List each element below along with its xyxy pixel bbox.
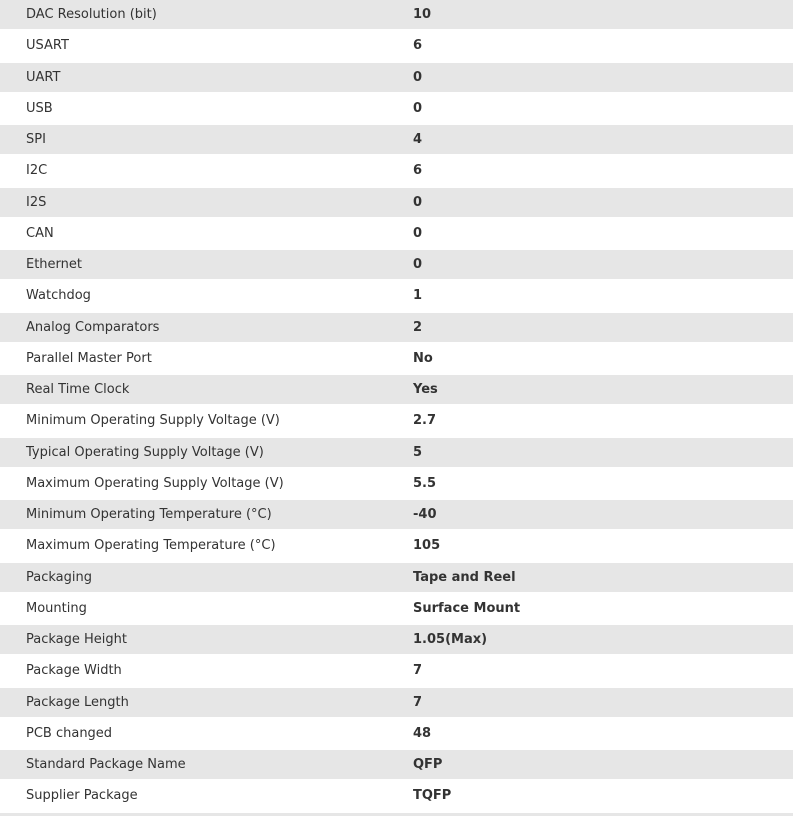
spec-label: SPI xyxy=(26,132,46,148)
spec-value: No xyxy=(413,350,433,366)
table-row xyxy=(0,406,793,437)
spec-value: 0 xyxy=(413,194,423,210)
table-row xyxy=(0,719,793,750)
table-row xyxy=(0,156,793,187)
spec-label: Typical Operating Supply Voltage (V) xyxy=(26,444,264,460)
table-row xyxy=(0,781,793,812)
spec-value: 1.05(Max) xyxy=(413,632,488,648)
spec-value: 4 xyxy=(413,132,423,148)
spec-value: 5 xyxy=(413,444,423,460)
spec-value: Yes xyxy=(413,382,438,398)
spec-label: Ethernet xyxy=(26,257,82,273)
table-row xyxy=(0,313,793,344)
spec-value: 0 xyxy=(413,69,423,85)
spec-label: Package Length xyxy=(26,694,129,710)
spec-label: Package Height xyxy=(26,632,127,648)
table-row xyxy=(0,469,793,500)
spec-value: 5.5 xyxy=(413,475,437,491)
spec-label: USB xyxy=(26,100,53,116)
spec-value: 0 xyxy=(413,257,423,273)
spec-value: TQFP xyxy=(413,788,452,804)
table-row xyxy=(0,594,793,625)
spec-value: 2 xyxy=(413,319,423,335)
table-row xyxy=(0,219,793,250)
spec-label: Minimum Operating Temperature (°C) xyxy=(26,507,272,523)
table-row xyxy=(0,0,793,31)
spec-label: Watchdog xyxy=(26,288,91,304)
table-row xyxy=(0,188,793,219)
spec-label: Standard Package Name xyxy=(26,757,186,773)
table-bottom-edge xyxy=(0,813,793,816)
spec-value: 1 xyxy=(413,288,423,304)
spec-label: Maximum Operating Supply Voltage (V) xyxy=(26,475,284,491)
spec-value: 105 xyxy=(413,538,441,554)
table-row xyxy=(0,375,793,406)
spec-value: 6 xyxy=(413,163,423,179)
spec-label: Real Time Clock xyxy=(26,382,130,398)
spec-label: Parallel Master Port xyxy=(26,350,152,366)
spec-label: Mounting xyxy=(26,600,87,616)
spec-label: Supplier Package xyxy=(26,788,138,804)
spec-label: I2C xyxy=(26,163,48,179)
spec-value: 0 xyxy=(413,100,423,116)
table-row xyxy=(0,656,793,687)
spec-label: USART xyxy=(26,38,69,54)
table-row xyxy=(0,438,793,469)
spec-value: 7 xyxy=(413,663,423,679)
spec-value: -40 xyxy=(413,507,437,523)
table-row xyxy=(0,531,793,562)
spec-label: Maximum Operating Temperature (°C) xyxy=(26,538,276,554)
table-row xyxy=(0,563,793,594)
spec-value: 7 xyxy=(413,694,423,710)
spec-label: Package Width xyxy=(26,663,122,679)
spec-label: UART xyxy=(26,69,61,85)
table-row xyxy=(0,344,793,375)
table-row xyxy=(0,63,793,94)
spec-value: 0 xyxy=(413,225,423,241)
spec-value: 6 xyxy=(413,38,423,54)
spec-label: DAC Resolution (bit) xyxy=(26,7,157,23)
spec-label: Packaging xyxy=(26,569,92,585)
table-row xyxy=(0,125,793,156)
table-row xyxy=(0,625,793,656)
table-row xyxy=(0,250,793,281)
table-row xyxy=(0,281,793,312)
spec-value: QFP xyxy=(413,757,443,773)
table-row xyxy=(0,688,793,719)
table-row xyxy=(0,750,793,781)
table-row xyxy=(0,500,793,531)
table-row xyxy=(0,31,793,62)
spec-value: 48 xyxy=(413,725,432,741)
spec-label: Analog Comparators xyxy=(26,319,160,335)
spec-label: Minimum Operating Supply Voltage (V) xyxy=(26,413,280,429)
spec-value: Surface Mount xyxy=(413,600,521,616)
table-row xyxy=(0,94,793,125)
spec-label: PCB changed xyxy=(26,725,113,741)
spec-label: CAN xyxy=(26,225,54,241)
spec-label: I2S xyxy=(26,194,47,210)
spec-value: 10 xyxy=(413,7,432,23)
spec-value: Tape and Reel xyxy=(413,569,516,585)
spec-value: 2.7 xyxy=(413,413,437,429)
